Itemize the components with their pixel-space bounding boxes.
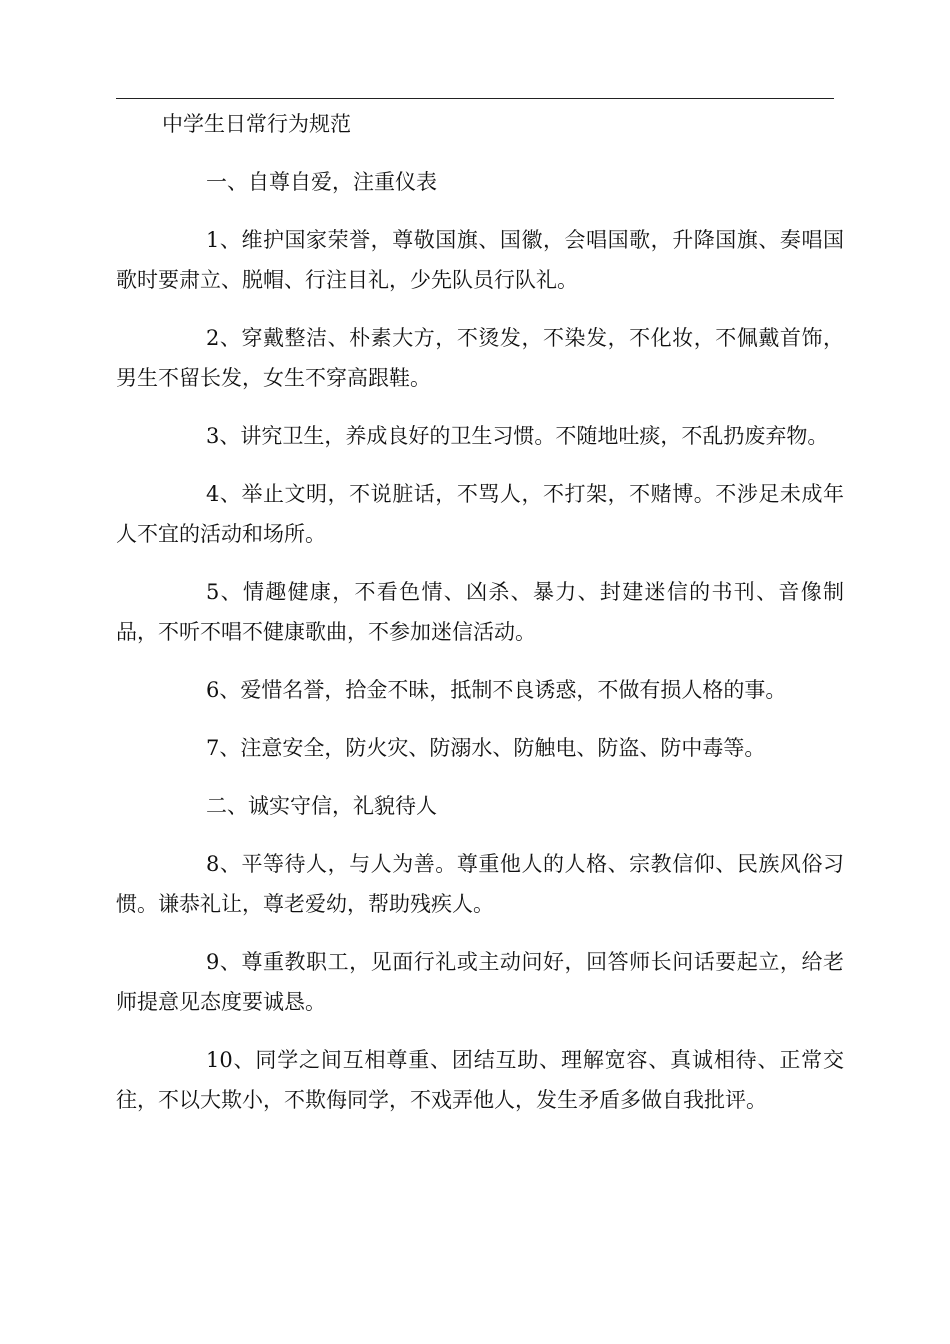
rule-item-2: 2、穿戴整洁、朴素大方，不烫发，不染发，不化妆，不佩戴首饰，男生不留长发，女生不穿高跟鞋。 xyxy=(116,326,844,390)
header-rule xyxy=(116,98,834,99)
rule-item-1: 1、维护国家荣誉，尊敬国旗、国徽，会唱国歌，升降国旗、奏唱国歌时要肃立、脱帽、行注目礼，少先队员行队礼。 xyxy=(116,228,844,292)
section-heading-1: 一、自尊自爱，注重仪表 xyxy=(206,170,437,194)
rule-item-7: 7、注意安全，防火灾、防溺水、防触电、防盗、防中毒等。 xyxy=(206,736,766,760)
rule-item-3: 3、讲究卫生，养成良好的卫生习惯。不随地吐痰，不乱扔废弃物。 xyxy=(206,424,829,448)
rule-item-8: 8、平等待人，与人为善。尊重他人的人格、宗教信仰、民族风俗习惯。谦恭礼让，尊老爱幼，帮助残疾人。 xyxy=(116,852,844,916)
rule-item-5: 5、情趣健康，不看色情、凶杀、暴力、封建迷信的书刊、音像制品，不听不唱不健康歌曲，不参加迷信活动。 xyxy=(116,580,844,644)
section-heading-2: 二、诚实守信，礼貌待人 xyxy=(206,794,437,818)
rule-item-9: 9、尊重教职工，见面行礼或主动问好，回答师长问话要起立，给老师提意见态度要诚恳。 xyxy=(116,950,844,1014)
rule-item-4: 4、举止文明，不说脏话，不骂人，不打架，不赌博。不涉足未成年人不宜的活动和场所。 xyxy=(116,482,844,546)
rule-item-10: 10、同学之间互相尊重、团结互助、理解宽容、真诚相待、正常交往，不以大欺小，不欺侮同学，不戏弄他人，发生矛盾多做自我批评。 xyxy=(116,1048,844,1112)
document-title: 中学生日常行为规范 xyxy=(162,112,351,136)
document-body xyxy=(116,104,844,1120)
rule-item-6: 6、爱惜名誉，拾金不昧，抵制不良诱惑，不做有损人格的事。 xyxy=(206,678,787,702)
